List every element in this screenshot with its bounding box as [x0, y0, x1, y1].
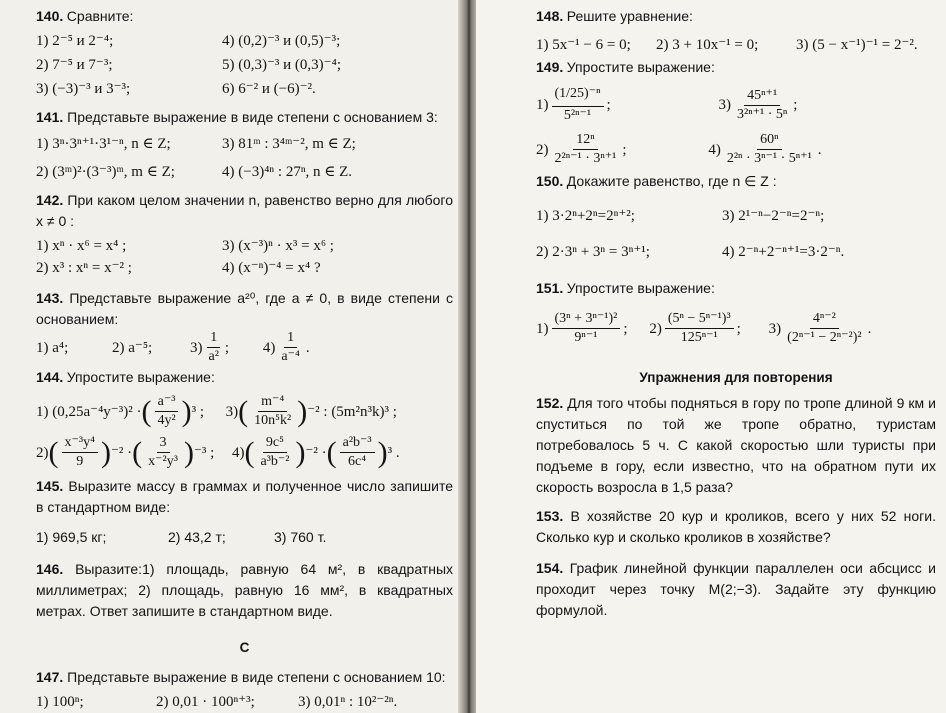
- exercise-number: 140.: [36, 8, 64, 24]
- exercise-150: [536, 171, 936, 262]
- fraction: [251, 394, 294, 429]
- exercise-148: [536, 6, 936, 55]
- exercise-140: [36, 6, 453, 99]
- item: 1) (0,25a⁻⁴y⁻³)² ·: [36, 403, 142, 420]
- exercise-143: [36, 288, 453, 365]
- exercise-152: [536, 393, 936, 498]
- item-label: 3): [190, 339, 203, 356]
- item-mid: ⁻² ·: [110, 444, 133, 461]
- item-label: 4): [231, 444, 245, 461]
- exercise-number: 149.: [536, 59, 564, 75]
- section-heading: С: [239, 640, 250, 655]
- numerator: (3ⁿ + 3ⁿ⁻¹)²: [552, 311, 621, 329]
- exercise-142: [36, 190, 453, 278]
- exercise-number: 152.: [536, 395, 564, 411]
- exercise-number: 154.: [536, 560, 564, 576]
- fraction: [552, 132, 620, 167]
- item-end: ;: [622, 141, 627, 158]
- item-label: 4): [708, 141, 721, 158]
- fraction: [784, 311, 864, 346]
- fraction: [552, 311, 621, 346]
- denominator: 9: [76, 454, 84, 469]
- item: 3) (x⁻³)ⁿ · x³ = x⁶ ;: [222, 238, 334, 254]
- exercise-number: 151.: [536, 280, 564, 296]
- exercise-151: [536, 278, 936, 346]
- numerator: m⁻⁴: [258, 394, 287, 412]
- item: 2) (3ᵐ)²·(3⁻³)ᵐ, m ∈ Z;: [36, 164, 175, 180]
- numerator: 9c⁵: [263, 435, 287, 453]
- paren: (: [141, 394, 152, 428]
- paren: ): [295, 435, 306, 469]
- exercise-145: [36, 476, 453, 547]
- item: 2) 7⁻⁵ и 7⁻³;: [36, 57, 113, 73]
- item-end: ;: [736, 320, 741, 337]
- exercise-number: 144.: [36, 369, 64, 385]
- item-label: 4): [262, 339, 276, 356]
- item-end: ⁻³ ;: [193, 444, 215, 461]
- item-label: 2): [649, 320, 662, 337]
- exercise-153: [536, 506, 936, 548]
- exercise-number: 146.: [36, 561, 64, 577]
- paren: (: [238, 394, 249, 428]
- exercise-title: Докажите равенство, где n ∈ Z :: [566, 173, 777, 189]
- item: 2) 3 + 10x⁻¹ = 0;: [656, 37, 759, 53]
- numerator: 1: [207, 330, 220, 348]
- numerator: (5ⁿ − 5ⁿ⁻¹)³: [665, 311, 734, 329]
- numerator: (1/25)⁻ⁿ: [552, 86, 604, 107]
- denominator: 9ⁿ⁻¹: [574, 330, 598, 345]
- exercise-number: 150.: [536, 173, 564, 189]
- item: 1) 5x⁻¹ − 6 = 0;: [536, 37, 631, 53]
- item: 4) (−3)⁴ⁿ : 27ⁿ, n ∈ Z.: [222, 164, 353, 180]
- paren: (: [48, 435, 59, 469]
- item-end: ;: [623, 320, 628, 337]
- item: 1) 3·2ⁿ+2ⁿ=2ⁿ⁺²;: [536, 208, 635, 224]
- paren: (: [326, 435, 337, 469]
- paren: ): [100, 435, 111, 469]
- item: 2) 43,2 т;: [168, 529, 226, 545]
- item: 3) 760 т.: [274, 529, 327, 545]
- fraction: [257, 435, 292, 470]
- exercise-154: [536, 558, 936, 621]
- item: 4) 2⁻ⁿ+2⁻ⁿ⁺¹=3·2⁻ⁿ.: [722, 244, 845, 260]
- exercise-number: 142.: [36, 192, 64, 208]
- item-end: ;: [224, 339, 230, 356]
- item-label: 3): [718, 97, 732, 113]
- item-end: .: [817, 141, 822, 158]
- exercise-number: 145.: [36, 478, 64, 494]
- fraction: [206, 330, 222, 365]
- numerator: 3: [157, 435, 170, 453]
- item-label: 1): [536, 97, 549, 113]
- item-label: 2): [536, 141, 549, 158]
- exercise-149: [536, 57, 936, 167]
- paren: (: [132, 435, 143, 469]
- exercise-text: В хозяйстве 20 кур и кроликов, всего у них 52 ноги. Сколько кур и сколько кроликов в хозяйстве?: [536, 508, 937, 545]
- item-end: ³ .: [387, 444, 400, 461]
- paren: ): [297, 394, 308, 428]
- denominator: 3²ⁿ⁺¹ · 5ⁿ: [737, 106, 788, 122]
- numerator: a²b⁻³: [340, 435, 375, 453]
- denominator: a⁻⁴: [281, 349, 300, 364]
- item: 4) (x⁻ⁿ)⁻⁴ = x⁴ ?: [222, 260, 321, 276]
- exercise-number: 147.: [36, 669, 64, 685]
- item-end: ;: [606, 97, 611, 113]
- exercise-141: [36, 107, 453, 182]
- left-page: [0, 0, 463, 713]
- denominator: x⁻²y³: [148, 454, 178, 469]
- fraction: [724, 132, 815, 167]
- numerator: 12ⁿ: [573, 132, 597, 150]
- exercise-text: График линейной функции параллелен оси абсцисс и проходит через точку M(2;−3). Задайте эту функцию формулой.: [536, 560, 936, 618]
- exercise-title: Упростите выражение:: [566, 59, 715, 75]
- denominator: 125ⁿ⁻¹: [680, 330, 718, 345]
- exercise-144: [36, 367, 453, 470]
- exercise-text: Для того чтобы подняться в гору по тропе длиной 9 км и спуститься по той же тропе обратно, туристам потребовалось 5 ч. С какой скоростью шли туристы при подъеме в гору, если известно, что на обратном пути их скорость возросла в 1,5 раза?: [536, 395, 936, 495]
- item: 3) 0,01ⁿ : 10²⁻²ⁿ.: [298, 694, 398, 710]
- item: 2) x³ : xⁿ = x⁻² ;: [36, 260, 132, 276]
- item-end: ⁻² : (5m²n³k)³ ;: [307, 403, 397, 420]
- numerator: 1: [284, 330, 297, 348]
- item: 3) (−3)⁻³ и 3⁻³;: [36, 81, 131, 97]
- item: 1) 2⁻⁵ и 2⁻⁴;: [36, 33, 114, 49]
- exercise-title: Представьте выражение a²⁰, где a ≠ 0, в виде степени с основанием:: [36, 290, 454, 327]
- item-end: ;: [793, 97, 798, 113]
- numerator: 4ⁿ⁻²: [810, 311, 839, 329]
- item: 2) a⁻⁵;: [112, 339, 153, 356]
- item-label: 3): [225, 403, 239, 420]
- item: 1) xⁿ · x⁶ = x⁴ ;: [36, 238, 127, 254]
- denominator: 6c⁴: [348, 454, 367, 469]
- fraction: [154, 394, 178, 429]
- denominator: a³b⁻²: [260, 454, 290, 469]
- paren: ): [181, 394, 192, 428]
- denominator: 2²ⁿ⁻¹ · 3ⁿ⁺¹: [554, 151, 617, 166]
- item: 2) 2·3ⁿ + 3ⁿ = 3ⁿ⁺¹;: [536, 244, 650, 260]
- fraction: [278, 330, 302, 365]
- denominator: a²: [208, 349, 219, 364]
- paren: ): [183, 435, 194, 469]
- paren: ): [377, 435, 388, 469]
- fraction: [340, 435, 375, 470]
- exercise-title: Упростите выражение:: [66, 369, 215, 385]
- item-label: 2): [36, 444, 49, 461]
- item-end: .: [305, 339, 310, 356]
- item: 2) 0,01 · 100ⁿ⁺³;: [156, 694, 255, 710]
- exercise-title: Представьте выражение в виде степени с основанием 3:: [67, 109, 438, 125]
- item-end: ³ ;: [191, 403, 205, 420]
- item-label: 3): [768, 320, 782, 337]
- denominator: (2ⁿ⁻¹ − 2ⁿ⁻²)²: [787, 330, 862, 345]
- exercise-number: 153.: [536, 508, 564, 524]
- item-mid: ⁻² ·: [305, 444, 327, 461]
- denominator: 5²ⁿ⁻¹: [563, 108, 592, 123]
- exercise-title: Сравните:: [66, 8, 134, 24]
- item-end: .: [867, 320, 872, 337]
- numerator: 60ⁿ: [757, 132, 781, 150]
- exercise-title: Выразите массу в граммах и полученное число запишите в стандартном виде:: [36, 478, 453, 515]
- section-heading: Упражнения для повторения: [639, 370, 833, 385]
- denominator: 10n⁵k²: [254, 413, 292, 428]
- exercise-number: 141.: [36, 109, 64, 125]
- item: 3) 81ᵐ : 3⁴ᵐ⁻², m ∈ Z;: [222, 136, 356, 152]
- exercise-title: Представьте выражение в виде степени с основанием 10:: [67, 669, 446, 685]
- fraction: [665, 311, 734, 346]
- exercise-number: 148.: [536, 8, 564, 24]
- item: 1) 100ⁿ;: [36, 694, 84, 710]
- exercise-text: Выразите:1) площадь, равную 64 м², в квадратных миллиметрах; 2) площадь, равную 16 мм², в квадратных метрах. Ответ запишите в стандартном виде.: [36, 561, 454, 619]
- item: 3) 2¹⁻ⁿ−2⁻ⁿ=2⁻ⁿ;: [722, 208, 825, 224]
- exercise-title: Упростите выражение:: [566, 280, 715, 296]
- item: 3) (5 − x⁻¹)⁻¹ = 2⁻².: [796, 37, 918, 53]
- exercise-146: [36, 559, 453, 622]
- item: 6) 6⁻² и (−6)⁻².: [222, 81, 316, 97]
- denominator: 2²ⁿ · 3ⁿ⁻¹ · 5ⁿ⁺¹: [726, 151, 812, 166]
- denominator: 4y²: [157, 413, 176, 428]
- item: 5) (0,3)⁻³ и (0,3)⁻⁴;: [222, 57, 341, 73]
- exercise-147: [36, 667, 453, 712]
- exercise-title: При каком целом значении n, равенство верно для любого x ≠ 0 :: [36, 192, 454, 229]
- exercise-number: 143.: [36, 290, 64, 306]
- paren: (: [244, 435, 255, 469]
- exercise-title: Решите уравнение:: [566, 8, 693, 24]
- item-label: 1): [536, 320, 549, 337]
- item: 1) a⁴;: [36, 339, 69, 356]
- item: 1) 969,5 кг;: [36, 529, 107, 545]
- numerator: x⁻³y⁴: [62, 435, 98, 453]
- fraction: [62, 435, 98, 470]
- fraction: [734, 88, 790, 123]
- right-page: [476, 0, 946, 713]
- numerator: 45ⁿ⁺¹: [744, 88, 780, 106]
- item: 1) 3ⁿ·3ⁿ⁺¹·3¹⁻ⁿ, n ∈ Z;: [36, 136, 171, 152]
- fraction: [145, 435, 181, 470]
- item: 4) (0,2)⁻³ и (0,5)⁻³;: [222, 33, 341, 49]
- numerator: a⁻³: [155, 394, 179, 412]
- fraction: [552, 86, 604, 124]
